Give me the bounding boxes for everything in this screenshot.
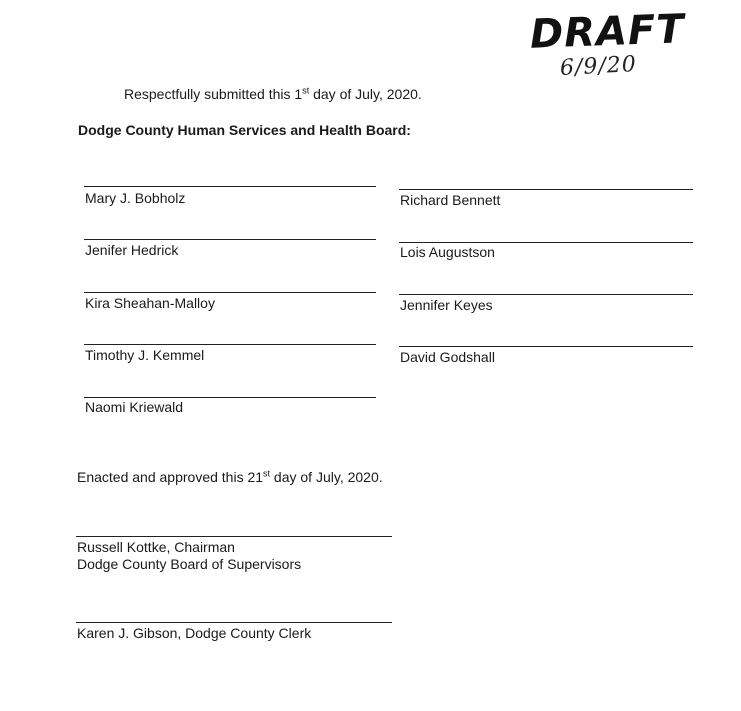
- signatory-name: David Godshall: [400, 349, 495, 365]
- signature-line: [84, 292, 376, 293]
- chairman-org: Dodge County Board of Supervisors: [77, 556, 302, 572]
- signature-line: [84, 344, 376, 345]
- board-heading: Dodge County Human Services and Health Board:: [78, 122, 411, 138]
- signatory-name: Naomi Kriewald: [85, 399, 184, 415]
- signature-line: [399, 189, 693, 190]
- signature-line: [84, 239, 376, 240]
- submitted-line: Respectfully submitted this 1st day of July, 2020.: [124, 85, 422, 102]
- enacted-line: Enacted and approved this 21st day of July, 2020.: [77, 468, 383, 485]
- signatory-name: Richard Bennett: [400, 192, 501, 208]
- clerk-name: Karen J. Gibson, Dodge County Clerk: [77, 625, 312, 641]
- signature-line: [399, 294, 693, 295]
- signatory-name: Mary J. Bobholz: [85, 190, 186, 206]
- signature-line: [76, 536, 392, 537]
- signature-line: [76, 622, 392, 623]
- signatory-name: Kira Sheahan-Malloy: [85, 295, 215, 311]
- draft-stamp: DRAFT: [529, 6, 686, 58]
- signatory-name: Lois Augustson: [400, 244, 495, 260]
- chairman-name: Russell Kottke, Chairman: [77, 539, 235, 555]
- signature-line: [399, 346, 693, 347]
- signature-line: [84, 186, 376, 187]
- signatory-name: Timothy J. Kemmel: [85, 347, 205, 363]
- handwritten-date: 6/9/20: [559, 52, 638, 81]
- signature-line: [84, 397, 376, 398]
- signature-line: [399, 242, 693, 243]
- signatory-name: Jenifer Hedrick: [85, 242, 179, 258]
- signatory-name: Jennifer Keyes: [400, 297, 493, 313]
